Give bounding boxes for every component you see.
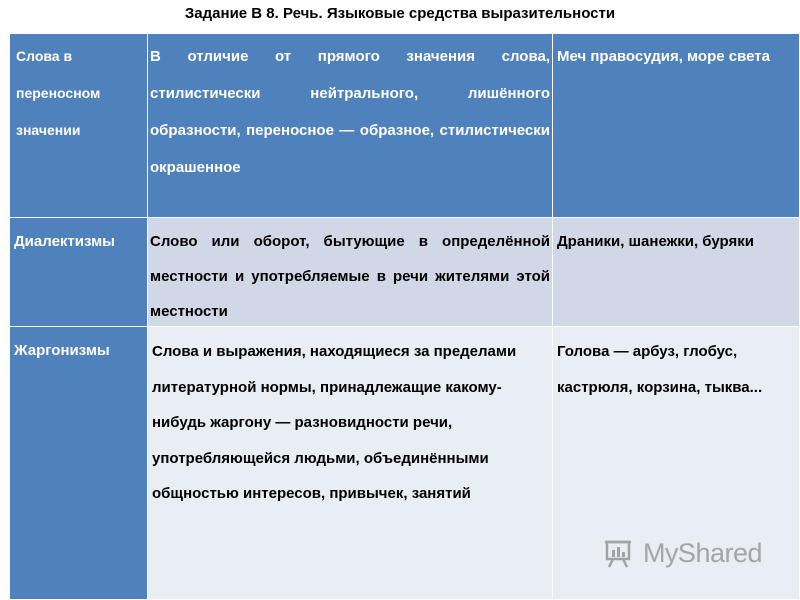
table-cell-definition: Слово или оборот, бытующие в определённой местности и употребляемые в речи жителями этой местности	[148, 218, 553, 327]
myshared-watermark	[603, 536, 762, 570]
table-cell-definition: В отличие от прямого значения слова, стилистически нейтрального, лишённого образности, переносное — образное, стилистически окрашенное	[148, 34, 553, 218]
terms-table	[10, 34, 800, 600]
table-cell-term: Слова в переносном значении	[10, 34, 148, 218]
table-cell-definition: Слова и выражения, находящиеся за пределами литературной нормы, принадлежащие какому-нибудь жаргону — разновидности речи, употребляющейся людьми, объединёнными общностью интересов, привычек, занятий	[148, 327, 553, 600]
watermark-text: MyShared	[642, 538, 762, 568]
table-cell-examples: Голова — арбуз, глобус, кастрюля, корзина, тыква...	[553, 327, 800, 600]
table-cell-term: Диалектизмы	[10, 218, 148, 327]
table-cell-term: Жаргонизмы	[10, 327, 148, 600]
presentation-board-icon	[603, 536, 637, 570]
page-title: Задание В 8. Речь. Языковые средства выразительности	[184, 5, 616, 22]
table-cell-examples: Драники, шанежки, буряки	[553, 218, 800, 327]
table-cell-examples: Меч правосудия, море света	[553, 34, 800, 218]
